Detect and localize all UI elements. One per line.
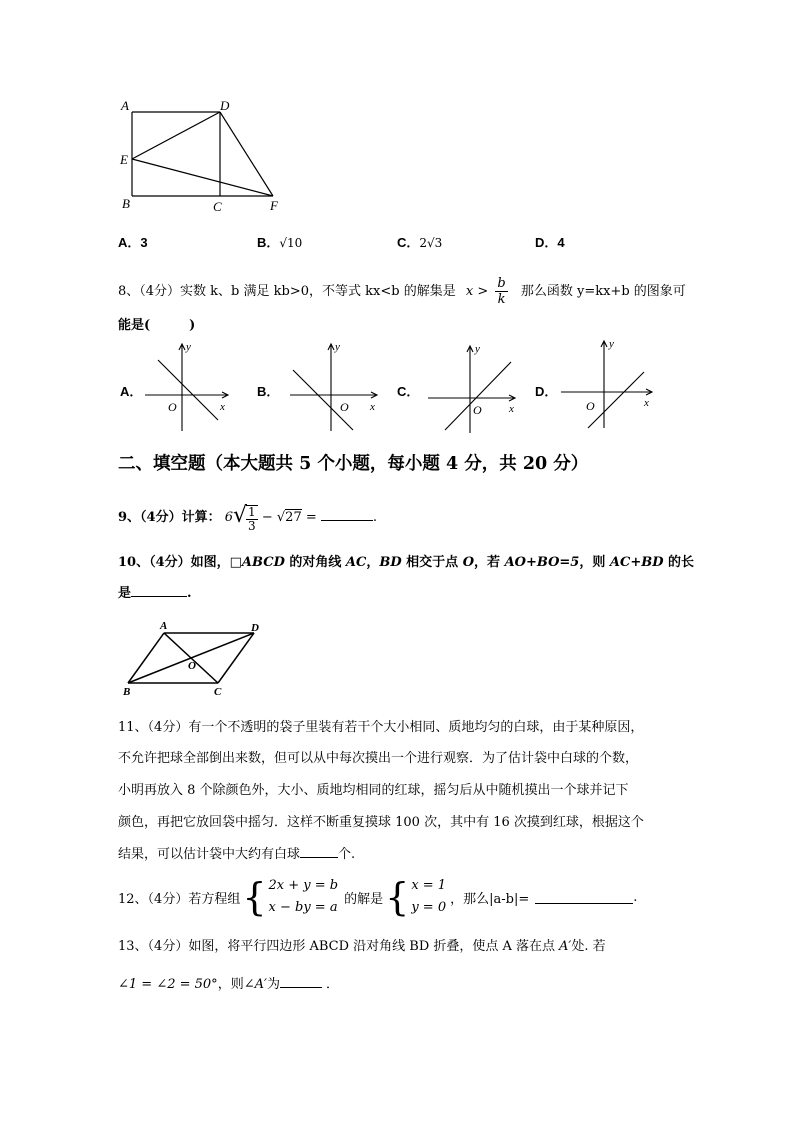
point-label-f: F: [270, 198, 278, 213]
q8-option-d-letter: D．: [535, 384, 558, 399]
q10-question-line2: 是 .: [118, 586, 192, 601]
q10-parallelogram-figure: [118, 617, 278, 697]
q13-answer-blank[interactable]: [280, 975, 322, 988]
q8-question-line1: 8、（4分）实数 k、b 满足 kb>0，不等式 kx<b 的解集是 x > $\frac{b}{k}$ 那么函数 y=kx+b 的图象可: [118, 276, 686, 307]
q7-rectangle-figure: [110, 95, 300, 220]
q8-graph-d-y-label: y: [609, 338, 614, 350]
q10-label-d: D: [251, 622, 259, 634]
q10-label-c: C: [214, 686, 222, 697]
q8-option-a-letter: A．: [120, 384, 143, 399]
q11-line-2: 不允许把球全部倒出来数，但可以从中每次摸出一个进行观察．为了估计袋中白球的个数，: [118, 751, 639, 766]
q10-label-o: O: [188, 660, 196, 672]
q13-question-line2: ∠1 = ∠2 = 50°，则∠A′为 ．: [118, 977, 339, 992]
q8-graph-c-x-label: x: [509, 403, 514, 415]
q11-line-3: 小明再放入 8 个除颜色外，大小、质地均相同的红球，摇匀后从中随机摸出一个球并记下: [118, 783, 629, 798]
point-label-c: C: [213, 199, 222, 214]
q8-graph-b-x-label: x: [370, 401, 375, 413]
q8-graph-a-y-label: y: [186, 341, 191, 353]
q11-answer-blank[interactable]: [300, 845, 338, 858]
q8-graph-a-x-label: x: [220, 401, 225, 413]
q8-option-b-letter: B．: [257, 384, 280, 399]
q11-line-1: 11、（4分）有一个不透明的袋子里装有若干个大小相同、质地均匀的白球，由于某种原因，: [118, 720, 644, 735]
q8-graph-d-x-label: x: [644, 397, 649, 409]
q8-option-c-letter: C．: [397, 384, 420, 399]
q9-radical-27: √27: [276, 510, 302, 525]
q7-option-b: B．√10: [257, 235, 303, 250]
q10-label-a: A: [160, 620, 168, 632]
point-label-d: D: [220, 98, 230, 113]
q12-question: 12、（4分）若方程组 { 2x + y = b x − by = a 的解是 { x = 1 y = 0 ，那么|a-b|= .: [118, 875, 638, 919]
q10-label-b: B: [123, 686, 131, 697]
point-label-b: B: [122, 196, 130, 211]
q10-question-line1: 10、（4分）如图，□ABCD 的对角线 AC，BD 相交于点 O，若 AO+BO=5，则 AC+BD 的长: [118, 555, 695, 570]
point-label-a: A: [121, 98, 129, 113]
section-title: 二、填空题（本大题共 5 个小题，每小题 4 分，共 20 分）: [118, 454, 589, 474]
q8-graph-b: [285, 338, 390, 433]
q13-question-line1: 13、（4分）如图，将平行四边形 ABCD 沿对角线 BD 折叠，使点 A 落在点 A′处. 若: [118, 939, 606, 954]
q8-graph-c: [423, 340, 523, 435]
q8-graph-b-origin: O: [340, 400, 349, 414]
q9-answer-blank[interactable]: [321, 508, 373, 521]
q8-graph-a-origin: O: [168, 400, 177, 414]
q9-radical-fraction: √ $\frac{1}{3}$: [233, 503, 256, 533]
q8-graph-b-y-label: y: [335, 341, 340, 353]
q11-line-5: 结果，可以估计袋中大约有白球 个.: [118, 847, 356, 862]
q12-answer-blank[interactable]: [535, 891, 633, 904]
q7-option-c: C．2√3: [397, 235, 443, 250]
q7-option-d: D．4: [535, 235, 565, 250]
point-label-e: E: [120, 152, 128, 167]
q9-question: 9、（4分）计算： 6√ $\frac{1}{3}$ − √27 = .: [118, 503, 378, 533]
q7-option-a: A．3: [118, 235, 148, 250]
q10-answer-blank[interactable]: [131, 584, 187, 597]
q8-question-line2: 能是( ): [118, 318, 196, 333]
q8-graph-d: [558, 335, 658, 430]
q8-graph-d-origin: O: [586, 399, 595, 413]
q11-line-4: 颜色，再把它放回袋中摇匀．这样不断重复摸球 100 次，其中有 16 次摸到红球，根据这个: [118, 815, 644, 830]
q8-graph-c-y-label: y: [475, 343, 480, 355]
q8-graph-c-origin: O: [473, 403, 482, 417]
q8-fraction: $\frac{b}{k}$: [497, 276, 506, 307]
q12-solution: x = 1 y = 0: [411, 878, 447, 915]
q12-system: 2x + y = b x − by = a: [268, 878, 339, 915]
q8-graph-a: [140, 338, 240, 433]
